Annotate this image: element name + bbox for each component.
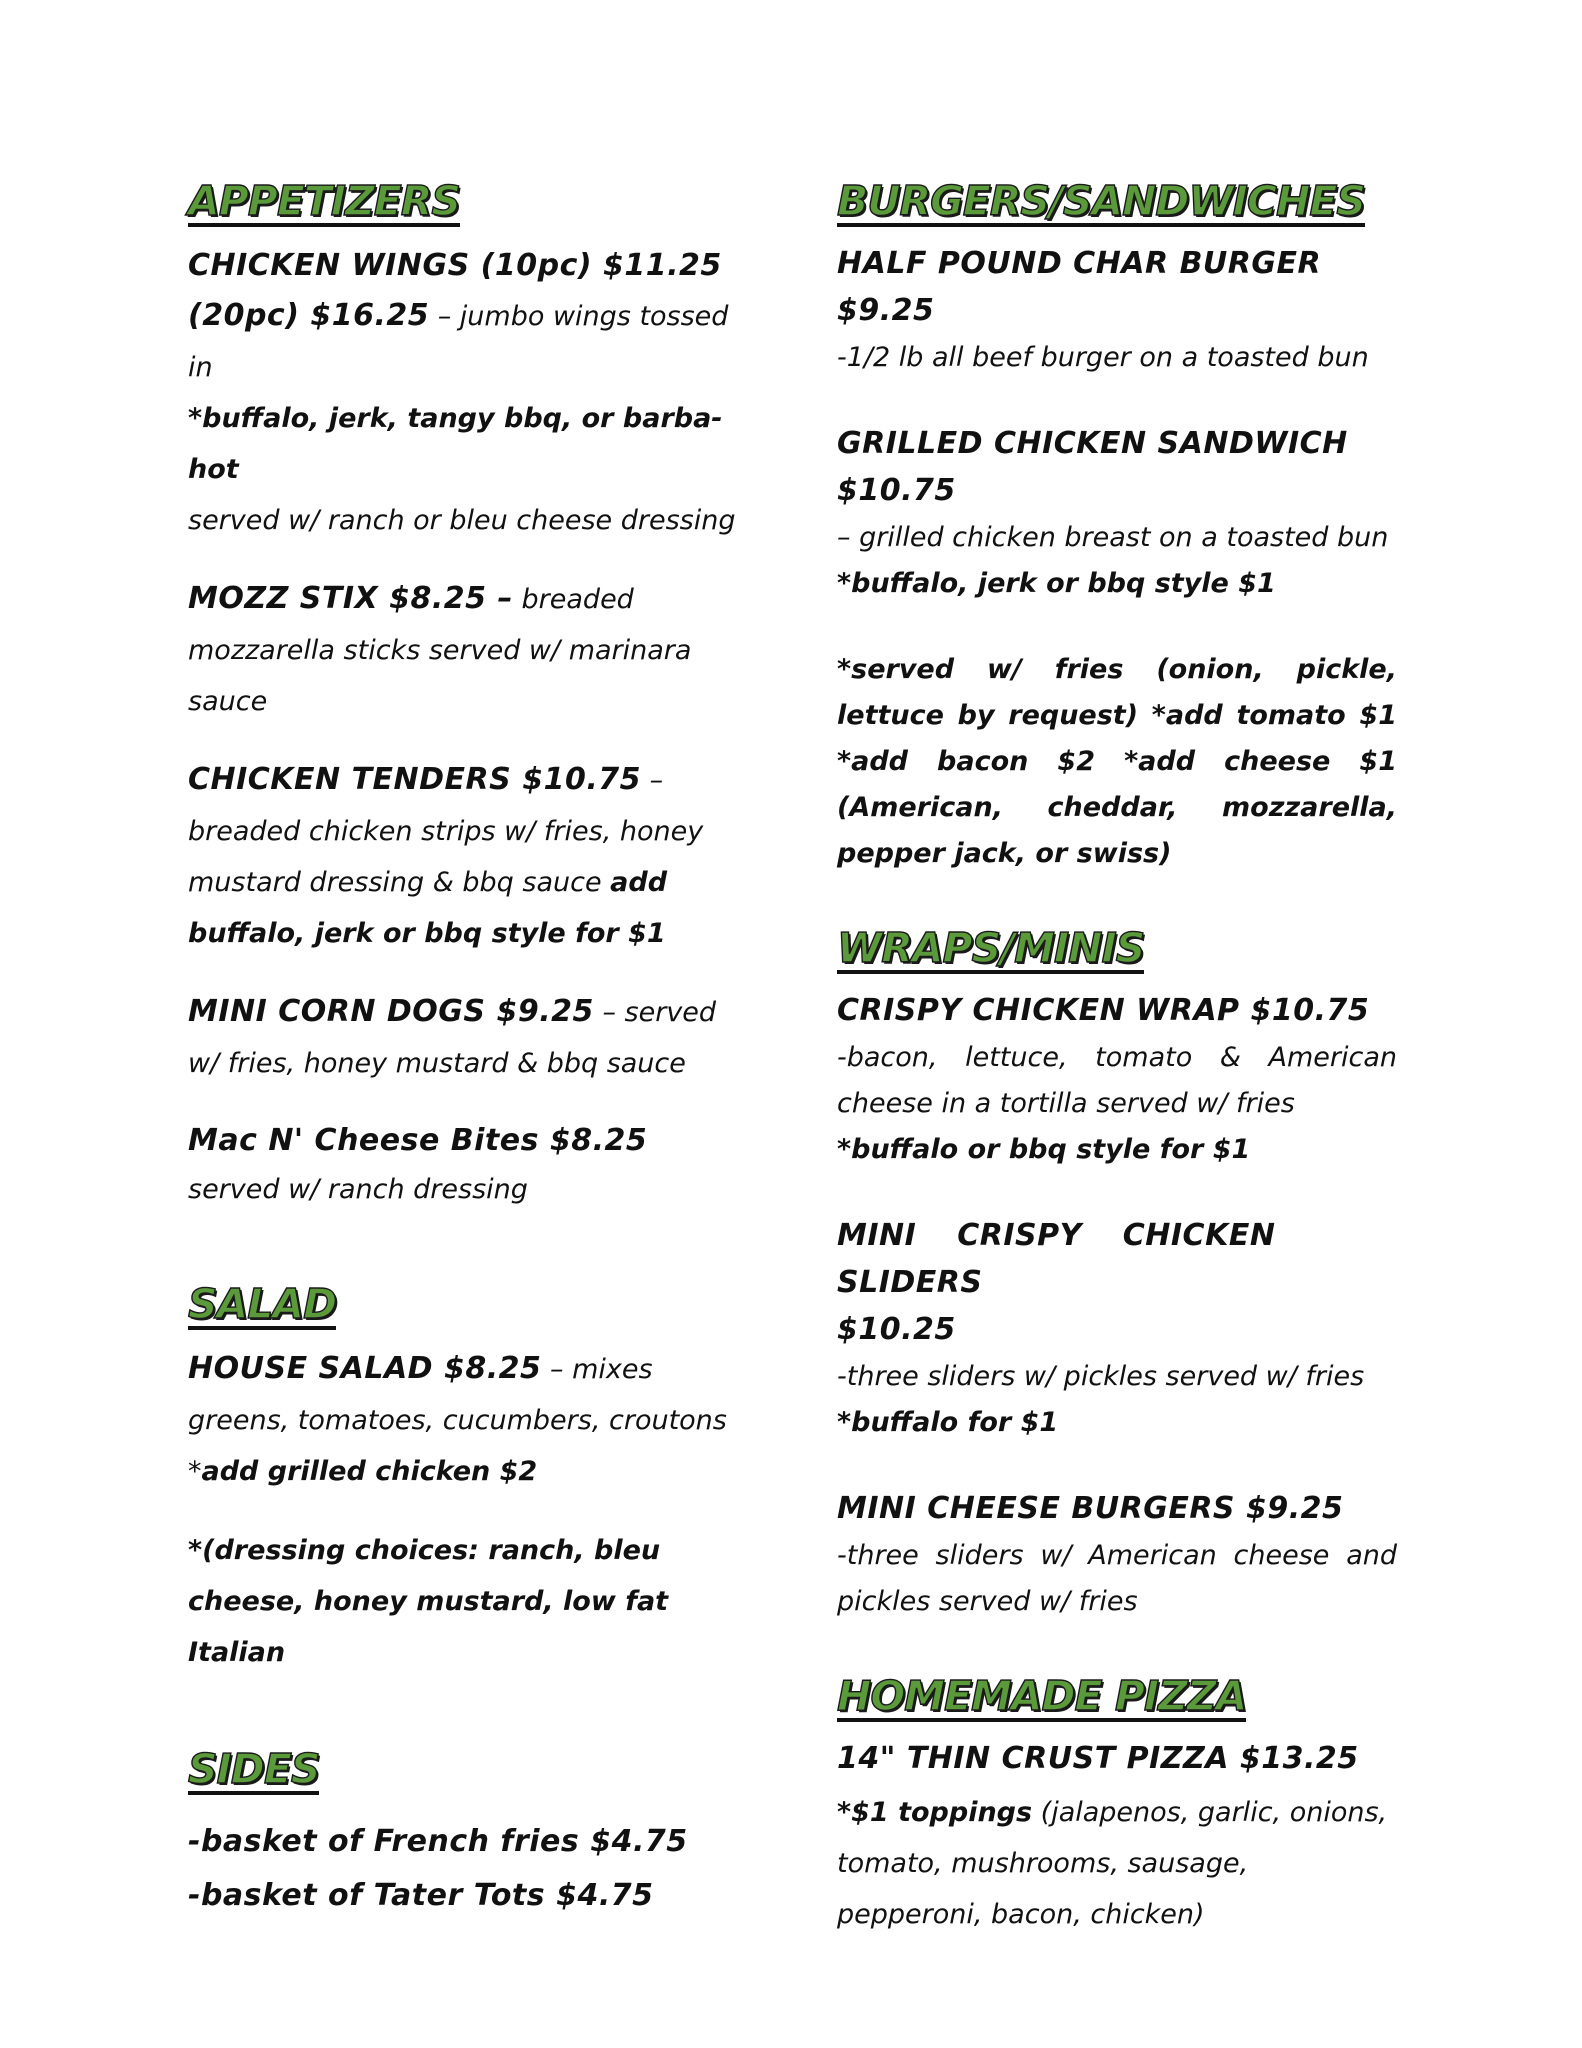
item-desc: -three sliders w/ American cheese and pickles served w/ fries	[837, 1540, 1397, 1618]
menu-item-chicken-tenders	[188, 755, 748, 959]
menu-item-mini-corn-dogs	[188, 987, 748, 1089]
item-name: 14" THIN CRUST PIZZA $13.25	[837, 1741, 1359, 1777]
menu-item-chicken-wings	[188, 241, 748, 546]
burger-served-notes	[837, 647, 1397, 877]
item-name: HALF POUND CHAR BURGER $9.25	[837, 246, 1322, 329]
item-name: MINI CRISPY CHICKEN SLIDERS	[837, 1218, 1276, 1301]
item-desc: – jumbo wings tossed in	[188, 301, 729, 384]
salad-heading: SALAD	[188, 1283, 336, 1330]
pizza-heading: HOMEMADE PIZZA	[837, 1675, 1246, 1722]
item-price: $10.75	[837, 473, 956, 509]
menu-item-crispy-chicken-wrap	[837, 988, 1397, 1173]
item-options: *buffalo, jerk, tangy bbq, or barba-hot	[188, 403, 723, 486]
menu-item-char-burger	[837, 241, 1397, 381]
burgers-heading: BURGERS/SANDWICHES	[837, 180, 1365, 227]
menu-item-thin-crust-pizza	[837, 1736, 1397, 1940]
item-name: MINI CHEESE BURGERS $9.25	[837, 1491, 1344, 1527]
menu-item-mini-chicken-sliders	[837, 1213, 1397, 1446]
item-desc: (jalapenos, garlic, onions, tomato, mushrooms, sausage, pepperoni, bacon, chicken)	[837, 1797, 1388, 1931]
item-name: HOUSE SALAD $8.25	[188, 1351, 542, 1387]
menu-item-house-salad	[188, 1344, 748, 1497]
dressing-text: *(dressing choices: ranch, bleu cheese, honey mustard, low fat Italian	[188, 1535, 669, 1669]
item-desc: – grilled chicken breast on a toasted bun	[837, 522, 1389, 554]
item-desc: served w/ ranch or bleu cheese dressing	[188, 505, 736, 537]
menu-item-mac-cheese-bites	[188, 1117, 748, 1213]
appetizers-heading: APPETIZERS	[188, 180, 460, 227]
item-desc: -three sliders w/ pickles served w/ fries	[837, 1361, 1365, 1393]
item-name: CHICKEN TENDERS $10.75	[188, 762, 641, 798]
item-desc: – served w/ fries, honey mustard & bbq sauce	[188, 997, 717, 1080]
item-options: *buffalo or bbq style for $1	[837, 1134, 1251, 1166]
item-name: CHICKEN WINGS (10pc) $11.25	[188, 248, 722, 284]
item-price: $10.25	[837, 1312, 956, 1348]
item-name-alt: (20pc) $16.25	[188, 298, 430, 334]
item-desc: -bacon, lettuce, tomato & American cheese in a tortilla served w/ fries	[837, 1042, 1397, 1120]
sides-list	[188, 1815, 748, 1923]
left-column	[188, 177, 748, 1951]
menu-item-mozz-stix	[188, 574, 748, 727]
item-options: add buffalo, jerk or bbq style for $1	[188, 867, 668, 950]
menu-item-mini-cheese-burgers	[837, 1486, 1397, 1625]
item-options: *buffalo, jerk or bbq style $1	[837, 568, 1276, 600]
side-fries: -basket of French fries $4.75	[188, 1824, 688, 1860]
right-column	[837, 177, 1397, 1968]
item-desc: served w/ ranch dressing	[188, 1174, 528, 1206]
item-name: Mac N' Cheese Bites $8.25	[188, 1123, 648, 1159]
menu-item-grilled-chicken-sandwich	[837, 421, 1397, 607]
item-options: *$1 toppings	[837, 1797, 1033, 1829]
item-name: MOZZ STIX $8.25 –	[188, 581, 513, 617]
side-tots: -basket of Tater Tots $4.75	[188, 1878, 654, 1914]
item-desc: – mixes greens, tomatoes, cucumbers, croutons *	[188, 1354, 727, 1488]
item-options: add grilled chicken $2	[201, 1456, 538, 1488]
served-notes-text: *served w/ fries (onion, pickle, lettuce by request) *add tomato $1 *add bacon $2 *add cheese $1 (American, cheddar, mozzarella, pepper jack, or swiss)	[837, 654, 1397, 870]
dressing-choices	[188, 1525, 748, 1678]
sides-heading: SIDES	[188, 1748, 319, 1795]
item-desc: – breaded chicken strips w/ fries, honey mustard dressing & bbq sauce	[188, 765, 704, 899]
item-desc: breaded mozzarella sticks served w/ marinara sauce	[188, 584, 692, 718]
item-options: *buffalo for $1	[837, 1407, 1059, 1439]
item-desc: -1/2 lb all beef burger on a toasted bun	[837, 342, 1369, 374]
item-name: GRILLED CHICKEN SANDWICH	[837, 426, 1348, 462]
wraps-heading: WRAPS/MINIS	[837, 927, 1144, 974]
item-name: MINI CORN DOGS $9.25	[188, 994, 594, 1030]
item-name: CRISPY CHICKEN WRAP $10.75	[837, 993, 1370, 1029]
